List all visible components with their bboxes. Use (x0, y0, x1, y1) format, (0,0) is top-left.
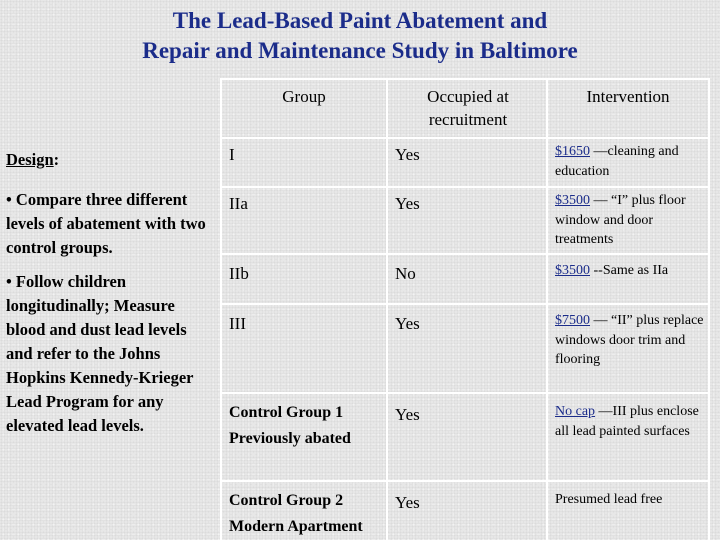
intervention-description: --Same as IIa (590, 263, 669, 278)
group-name: IIb (229, 264, 249, 283)
cost-value: No cap (555, 404, 596, 419)
header-group: Group (282, 87, 326, 106)
intervention-cell (555, 142, 705, 181)
group-subtitle: Modern Apartment (229, 518, 363, 535)
title-line-1: The Lead-Based Paint Abatement and (172, 8, 548, 33)
intervention-cell (555, 261, 705, 281)
cost-value: $3500 (555, 193, 590, 208)
group-cell (229, 488, 384, 540)
design-colon: : (53, 150, 60, 169)
intervention-description: —III plus enclose all lead painted surfaces (555, 404, 699, 439)
group-subtitle: Previously abated (229, 430, 351, 447)
design-description (6, 148, 216, 438)
intervention-description: —cleaning and education (555, 144, 679, 179)
cost-value: $1650 (555, 144, 590, 159)
intervention-description: — “I” plus floor window and door treatments (555, 193, 686, 247)
occupied-cell: Yes (395, 493, 420, 512)
group-name: Control Group 2 (229, 492, 344, 509)
design-bullet-compare: • Compare three different levels of abatement with two control groups. (6, 190, 206, 257)
group-name: Control Group 1 (229, 404, 344, 421)
intervention-cell (555, 490, 705, 510)
group-name: IIa (229, 194, 248, 213)
group-cell (229, 261, 384, 287)
intervention-cell (555, 311, 705, 370)
design-label: Design (6, 150, 54, 169)
cost-value: $7500 (555, 313, 590, 328)
intervention-cell (555, 402, 705, 441)
intervention-description: — “II” plus replace windows door trim and flooring (555, 313, 704, 367)
group-name: I (229, 145, 235, 164)
group-cell (229, 191, 384, 217)
group-cell (229, 311, 384, 337)
group-name: III (229, 314, 246, 333)
design-bullet-follow: • Follow children longitudinally; Measure blood and dust lead levels and refer to the Johns Hopkins Kennedy-Krieger Lead Program for any elevated lead levels. (6, 272, 194, 435)
intervention-description: Presumed lead free (555, 492, 663, 507)
group-cell (229, 142, 384, 168)
occupied-cell: No (395, 264, 416, 283)
slide-title (60, 6, 660, 66)
occupied-cell: Yes (395, 405, 420, 424)
occupied-cell: Yes (395, 314, 420, 333)
intervention-cell (555, 191, 705, 250)
cost-value: $3500 (555, 263, 590, 278)
occupied-cell: Yes (395, 194, 420, 213)
title-line-2: Repair and Maintenance Study in Baltimore (142, 38, 578, 63)
header-occupied: Occupied at recruitment (427, 87, 509, 129)
occupied-cell: Yes (395, 145, 420, 164)
header-intervention: Intervention (586, 87, 670, 106)
group-cell (229, 400, 384, 452)
